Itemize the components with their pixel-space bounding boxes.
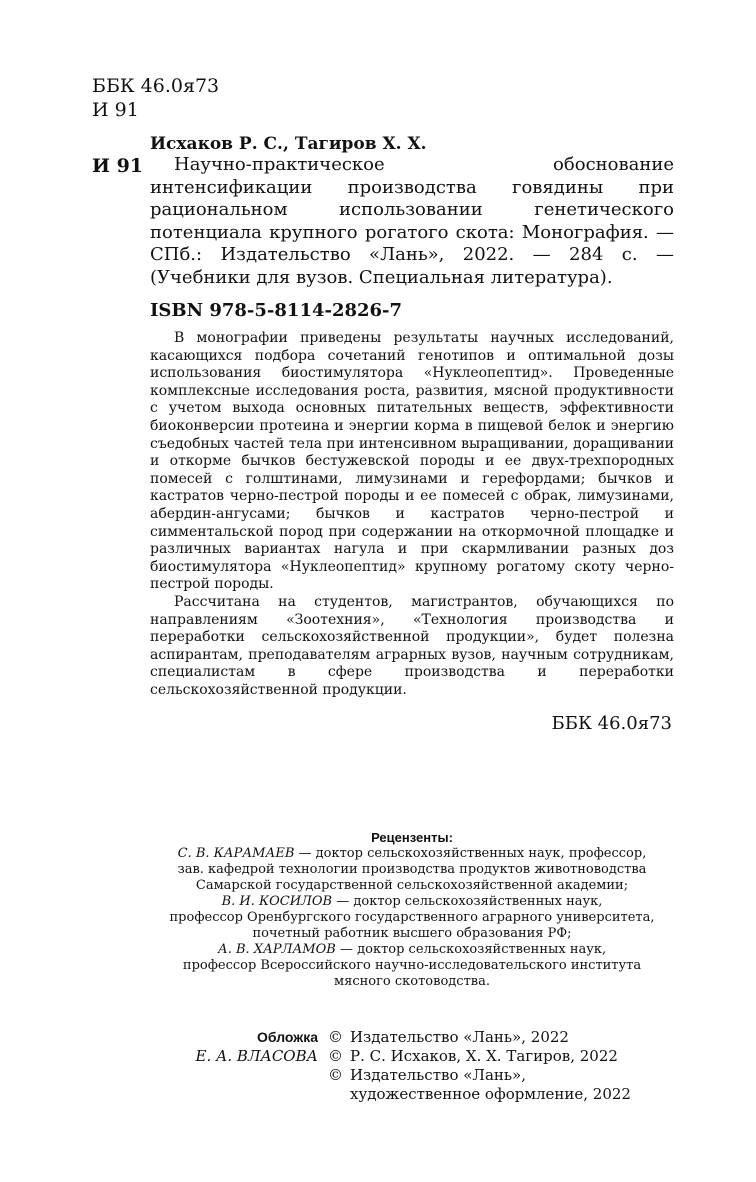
bbk-code: ББК 46.0я73 [92,75,220,97]
cover-artist: Е. А. ВЛАСОВА [195,1047,318,1065]
reviewer-1-name: С. В. КАРАМАЕВ [177,846,295,861]
reviewers-block [150,830,674,990]
reviewer-1-position: зав. кафедрой технологии производства продуктов животноводства [177,862,647,877]
bbk-footer-code: ББК 46.0я73 [551,713,672,734]
isbn: ISBN 978-5-8114-2826-7 [150,300,403,321]
reviewer-2-line: В. И. КОСИЛОВ — доктор сельскохозяйственных наук, [221,894,603,909]
copyright-line-3: Издательство «Лань», художественное оформление, 2022 [350,1066,631,1103]
authors: Исхаков Р. С., Тагиров Х. Х. [150,134,427,154]
reviewer-3-line: А. В. ХАРЛАМОВ — доктор сельскохозяйственных наук, [217,942,607,957]
copyright-block [150,1028,631,1104]
cover-label: Обложка [257,1029,318,1045]
copyright-line-2: Р. С. Исхаков, Х. Х. Тагиров, 2022 [350,1047,618,1065]
bibliographic-description [150,154,674,289]
reviewer-3-affiliation: мясного скотоводства. [334,974,490,989]
reviewer-2-position: профессор Оренбургского государственного аграрного университета, [169,910,655,925]
author-mark: И 91 [92,99,139,121]
reviewers-heading: Рецензенты: [371,830,453,845]
index-mark: И 91 [92,155,144,177]
copyright-symbol: © [328,1066,343,1084]
copyright-symbol: © [328,1028,343,1046]
annotation-paragraph: Рассчитана на студентов, магистрантов, обучающихся по направлениям «Зоотехния», «Технология производства и переработки сельскохозяйственной продукции», будет полезна аспирантам, преподавателям аграрных вузов, научным сотрудникам, специалистам в сфере производства и переработки сельскохозяйственной продукции. [150,593,674,698]
reviewer-3-position: профессор Всероссийского научно-исследовательского института [182,958,642,973]
reviewer-1-line: С. В. КАРАМАЕВ — доктор сельскохозяйственных наук, профессор, [177,846,647,861]
bbk-header [92,74,219,122]
annotation [150,330,674,699]
reviewer-2-name: В. И. КОСИЛОВ [221,894,333,909]
copyright-line-1: Издательство «Лань», 2022 [350,1028,569,1046]
annotation-paragraph: В монографии приведены результаты научных исследований, касающихся подбора сочетаний генотипов и оптимальной дозы использования биостимулятора «Нуклеопептид». Проведенные комплексные исследования роста, развития, мясной продуктивности с учетом выхода основных питательных веществ, эффективности биоконверсии протеина и энергии корма в пищевой белок и энергию съедобных частей тела при интенсивном выращивании, доращивании и откорме бычков бестужевской породы и ее двух-трехпородных помесей с голштинами, лимузинами и герефордами; бычков и кастратов черно-пестрой породы и ее помесей с обрак, лимузинами, абердин-ангусами; бычков и кастратов черно-пестрой и симментальской пород при содержании на откормочной площадке и различных вариантах нагула и при скармливании разных доз биостимулятора «Нуклеопептид» крупному рогатому скоту черно-пестрой породы. [150,330,674,593]
copyright-symbol: © [328,1047,343,1065]
reviewer-2-title: почетный работник высшего образования РФ; [252,926,572,941]
reviewer-3-name: А. В. ХАРЛАМОВ [217,942,336,957]
description-text: Научно-практическое обоснование интенсификации производства говядины при рациональном использовании генетического потенциала крупного рогатого скота: Монография. — СПб.: Издательство «Лань», 2022. — 284 с. — (Учебники для вузов. Специальная литература). [150,154,674,288]
reviewer-1-affiliation: Самарской государственной сельскохозяйственной академии; [195,878,629,893]
